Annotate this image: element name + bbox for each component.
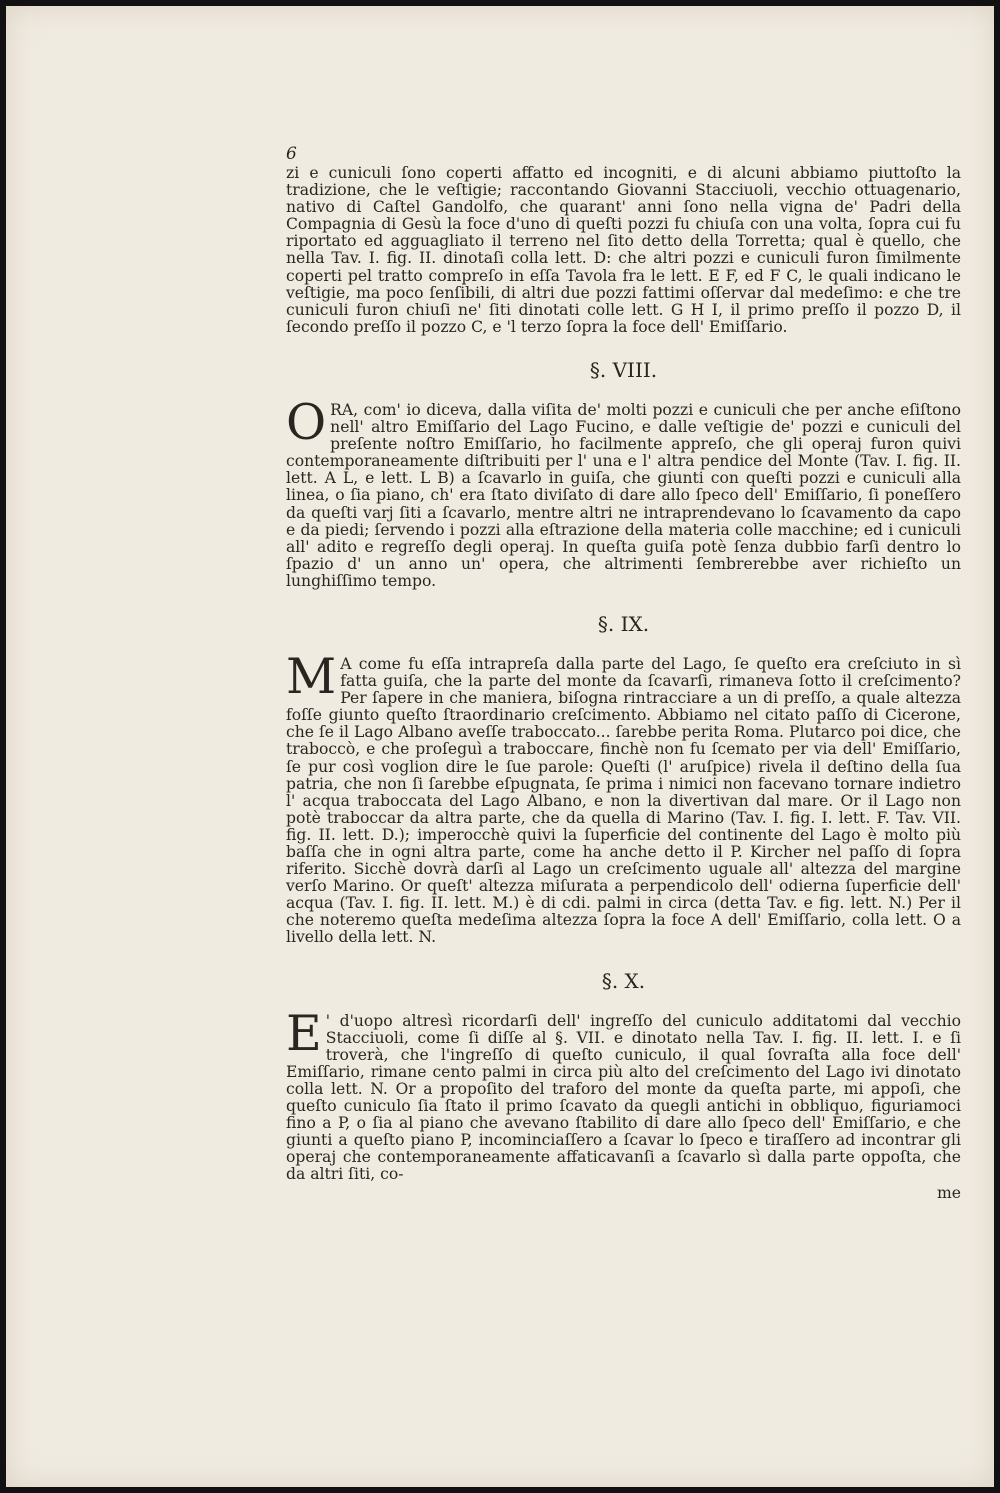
section-x-text: ' d'uopo altresì ricordarſi dell' ingreſſo del cuniculo additatomi dal vecchio Stacciuoli, come ſi diſſe al §. VII. e dinotato nella Tav. I. fig. II. lett. I. e ſi troverà, che l'ingreſſo di queſto cuniculo, il qual ſovraſta alla foce dell' Emiſſario, rimane cento palmi in circa più alto del creſcimento del Lago ivi dinotato colla lett. N. Or a propoſito del traforo del monte da queſta parte, mi appoſi, che queſto cuniculo ſia ſtato il primo ſcavato da quegli antichi in obbliquo, figuriamoci fino a P, o ſia al piano che avevano ſtabilito di dare allo ſpeco dell' Emiſſario, e che giunti a queſto piano P, incominciaſſero a ſcavar lo ſpeco e tiraſſero ad incontrar gli operaj che contemporaneamente affaticavanſi a ſcavarlo sì dalla parte oppoſta, che da altri ſiti, co-: [286, 1011, 961, 1184]
section-heading-x: §. X.: [601, 968, 646, 993]
section-viii-text: RA, com' io diceva, dalla viſita de' molti pozzi e cuniculi che per anche eſiſtono nell' altro Emiſſario del Lago Fucino, e dalle veſtigie de' pozzi e cuniculi del preſente noſtro Emiſſario, ho facilmente appreſo, che gli operaj furon quivi contemporaneamente diſtribuiti per l' una e l' altra pendice del Monte (Tav. I. fig. II. lett. A L, e lett. L B) a ſcavarlo in guiſa, che giunti con queſti pozzi e cuniculi alla linea, o ſia piano, ch' era ſtato diviſato di dare allo ſpeco dell' Emiſſario, ſi poneſſero da queſti varj ſiti a ſcavarlo, mentre altri ne intraprendevano lo ſcavamento da capo e da piedi; ſervendo i pozzi alla eſtrazione della materia colle macchine; ed i cuniculi all' adito e regreſſo degli operaj. In queſta guiſa potè ſenza dubbio farſi dentro lo ſpazio d' un anno un' opera, che altrimenti ſembrerebbe aver richieſto un lunghiſſimo tempo.: [286, 400, 961, 590]
dropcap: E: [286, 1004, 322, 1062]
page-paper: [6, 6, 994, 1487]
section-x-paragraph: [286, 1004, 961, 1184]
section-viii-paragraph: [286, 393, 961, 590]
section-heading-ix: §. IX.: [597, 611, 650, 636]
section-ix-paragraph: [286, 647, 961, 947]
section-heading-viii: §. VIII.: [589, 357, 658, 382]
text-block: [286, 146, 961, 1202]
page-number: 6: [286, 144, 297, 164]
dropcap: O: [286, 393, 327, 451]
section-ix-text: A come fu eſſa intrapreſa dalla parte del Lago, ſe queſto era creſciuto in sì fatta guiſa, che la parte del monte da ſcavarſi, rimaneva ſotto il creſcimento? Per ſapere in che maniera, biſogna rintracciare a un di preſſo, a quale altezza foſſe giunto queſto ſtraordinario creſcimento. Abbiamo nel citato paſſo di Cicerone, che ſe il Lago Albano aveſſe traboccato... ſarebbe perita Roma. Plutarco poi dice, che traboccò, e che proſeguì a traboccare, finchè non fu ſcemato per via dell' Emiſſario, ſe pur così voglion dire le ſue parole: Queſti (l' aruſpice) rivela il deſtino della ſua patria, che non ſi ſarebbe eſpugnata, ſe prima i nimici non facevano tornare indietro l' acqua traboccata del Lago Albano, e non la divertivan dal mare. Or il Lago non potè traboccar da altra parte, che da quella di Marino (Tav. I. fig. I. lett. F. Tav. VII. fig. II. lett. D.); imperocchè quivi la ſuperficie del continente del Lago è molto più baſſa che in ogni altra parte, come ha anche detto il P. Kircher nel paſſo di ſopra riferito. Sicchè dovrà darſi al Lago un creſcimento uguale all' altezza del margine verſo Marino. Or queſt' altezza miſurata a perpendicolo dell' odierna ſuperficie dell' acqua (Tav. I. fig. II. lett. M.) è di cdi. palmi in circa (detta Tav. e fig. lett. N.) Per il che noteremo queſta medeſima altezza ſopra la foce A dell' Emiſſario, colla lett. O a livello della lett. N.: [286, 654, 961, 947]
catchword: me: [936, 1183, 961, 1202]
intro-paragraph: zi e cuniculi ſono coperti affatto ed incogniti, e di alcuni abbiamo piuttoſto la tradizione, che le veſtigie; raccontando Giovanni Stacciuoli, vecchio ottuagenario, nativo di Caſtel Gandolfo, che quarant' anni ſono nella vigna de' Padri della Compagnia di Gesù la foce d'uno di queſti pozzi fu chiuſa con una volta, ſopra cui fu riportato ed agguagliato il terreno nel ſito detto della Torretta; qual è quello, che nella Tav. I. fig. II. dinotaſi colla lett. D: che altri pozzi e cuniculi furon ſimilmente coperti pel tratto compreſo in eſſa Tavola fra le lett. E F, ed F C, le quali indicano le veſtigie, ma poco ſenſibili, di altri due pozzi fattimi oſſervar dal medeſimo: e che tre cuniculi furon chiuſi ne' ſiti dinotati colle lett. G H I, il primo preſſo il pozzo D, il ſecondo preſſo il pozzo C, e 'l terzo ſopra la foce dell' Emiſſario.: [286, 164, 961, 336]
dropcap: M: [286, 647, 337, 705]
